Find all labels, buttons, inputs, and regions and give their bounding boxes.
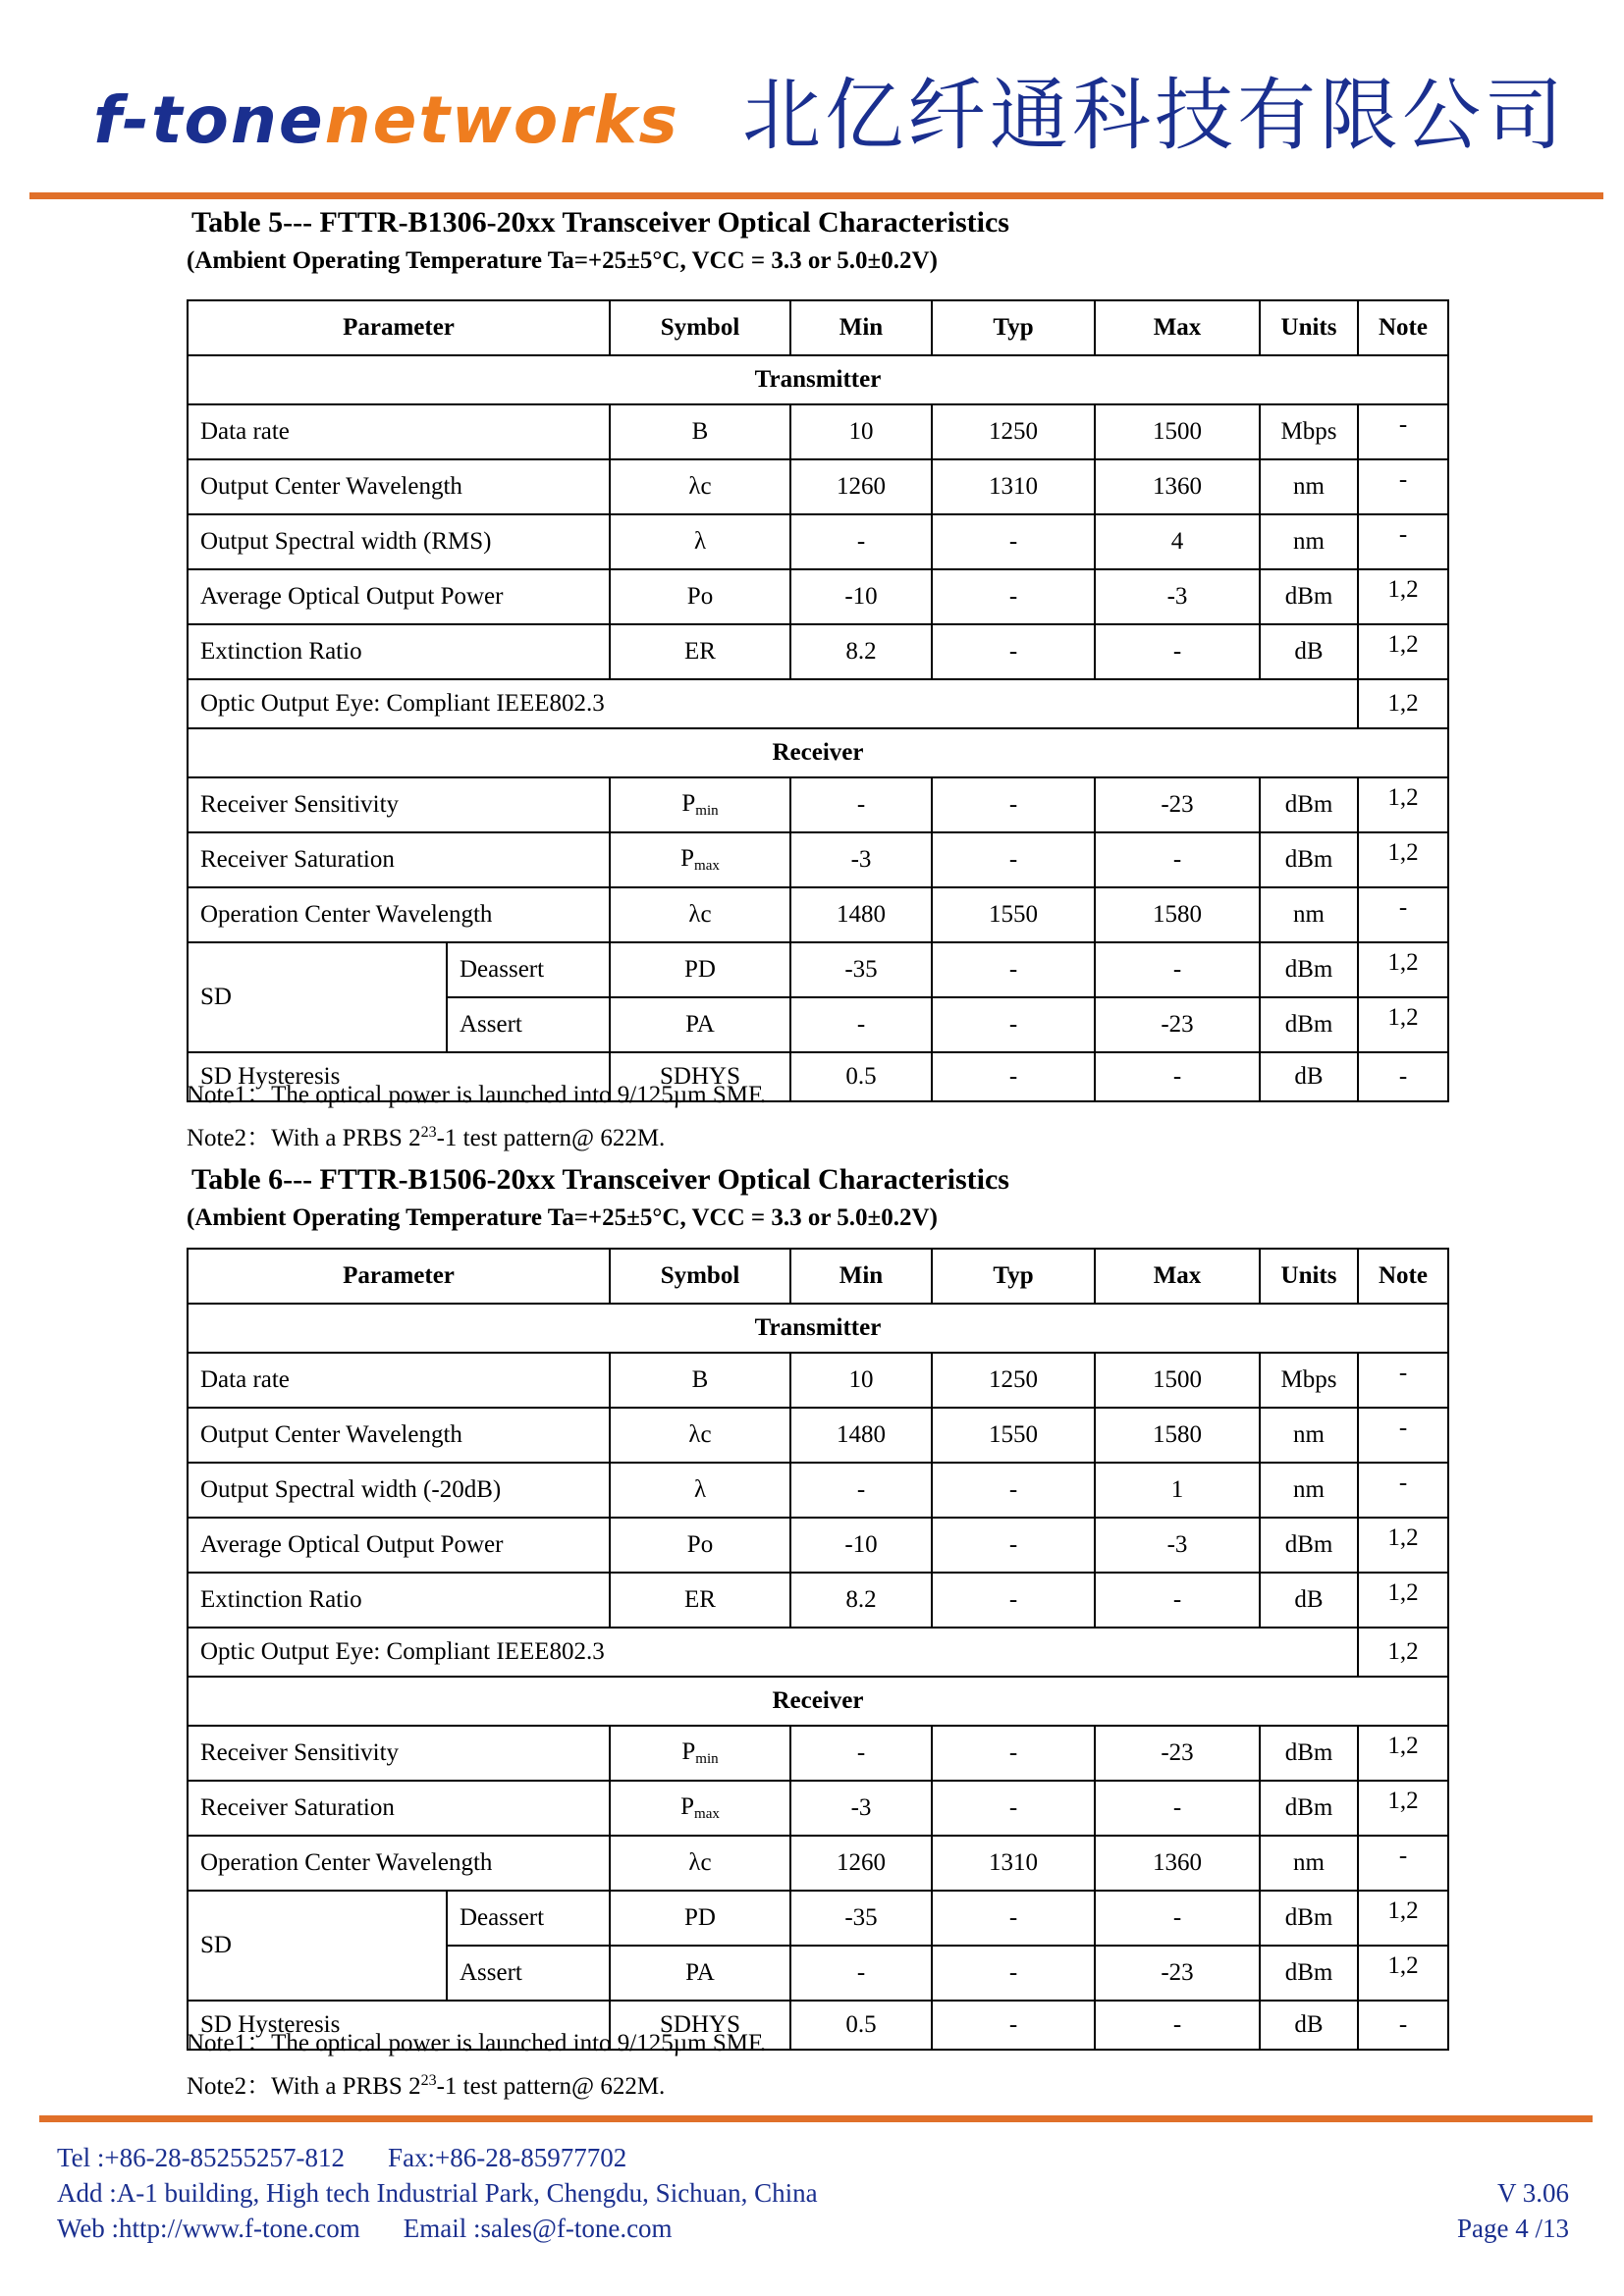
col-parameter: Parameter	[188, 1249, 610, 1304]
cell-symbol	[610, 1726, 790, 1781]
section-receiver: Receiver	[188, 1677, 1448, 1726]
col-typ: Typ	[932, 1249, 1095, 1304]
footer-contact	[57, 2140, 1569, 2175]
cell-units: dB	[1260, 1052, 1358, 1101]
note-1: Note1：The optical power is launched into 9/125µm SMF.	[187, 1082, 767, 1108]
col-max: Max	[1095, 1249, 1260, 1304]
cell-note: -	[1358, 1408, 1448, 1463]
table-6-notes	[187, 2025, 766, 2106]
cell-typ: -	[932, 2001, 1095, 2050]
cell-min: -	[790, 777, 932, 832]
cell-param: Average Optical Output Power	[188, 1518, 610, 1573]
note-2-sup: 23	[420, 2072, 437, 2089]
cell-units: dBm	[1260, 832, 1358, 887]
logo-part-2: networks	[324, 82, 679, 158]
col-parameter: Parameter	[188, 300, 610, 355]
footer-address: Add :A-1 building, High tech Industrial Park, Chengdu, Sichuan, China	[57, 2178, 818, 2208]
cell-max: 1500	[1095, 404, 1260, 459]
table-row	[188, 1891, 1448, 1946]
table-row	[188, 887, 1448, 942]
cell-param: Operation Center Wavelength	[188, 1836, 610, 1891]
table-5	[187, 299, 1449, 1102]
col-units: Units	[1260, 1249, 1358, 1304]
cell-max: 4	[1095, 514, 1260, 569]
cell-typ: -	[932, 942, 1095, 997]
cell-max: -3	[1095, 569, 1260, 624]
symbol-base: P	[681, 1738, 696, 1765]
table-row	[188, 832, 1448, 887]
cell-min: 0.5	[790, 2001, 932, 2050]
page-number: Page 4 /13	[1457, 2214, 1569, 2243]
table-row	[188, 679, 1448, 728]
footer-email-link[interactable]: Email :sales@f-tone.com	[403, 2214, 673, 2243]
note-2	[187, 1114, 766, 1157]
page-header	[29, 69, 1595, 206]
symbol-sub: min	[695, 1751, 719, 1767]
note-2-tail: -1 test pattern@ 622M.	[436, 2073, 666, 2100]
table-row	[188, 404, 1448, 459]
table-row	[188, 1628, 1448, 1677]
cell-symbol: PA	[610, 997, 790, 1052]
table-row	[188, 777, 1448, 832]
cell-min: 1260	[790, 1836, 932, 1891]
cell-note: -	[1358, 2001, 1448, 2050]
cell-param: Extinction Ratio	[188, 624, 610, 679]
col-min: Min	[790, 1249, 932, 1304]
cell-note: 1,2	[1358, 1573, 1448, 1628]
section-row	[188, 728, 1448, 777]
symbol-base: P	[680, 1793, 695, 1820]
cell-units: dBm	[1260, 997, 1358, 1052]
cell-max: -	[1095, 942, 1260, 997]
cell-symbol: ER	[610, 624, 790, 679]
cell-param: Data rate	[188, 404, 610, 459]
col-note: Note	[1358, 300, 1448, 355]
cell-min: 10	[790, 404, 932, 459]
table-5-subtitle: (Ambient Operating Temperature Ta=+25±5°C, VCC = 3.3 or 5.0±0.2V)	[187, 247, 938, 274]
cell-typ: -	[932, 1781, 1095, 1836]
table-row	[188, 1781, 1448, 1836]
cell-symbol: PD	[610, 1891, 790, 1946]
cell-note: 1,2	[1358, 1628, 1448, 1677]
cell-typ: 1250	[932, 404, 1095, 459]
table-row	[188, 569, 1448, 624]
cell-min: 10	[790, 1353, 932, 1408]
cell-note: 1,2	[1358, 832, 1448, 887]
cell-param: Receiver Saturation	[188, 1781, 610, 1836]
cell-min: -35	[790, 942, 932, 997]
cell-note: -	[1358, 514, 1448, 569]
cell-units: dBm	[1260, 1518, 1358, 1573]
cell-param: Output Center Wavelength	[188, 459, 610, 514]
section-row	[188, 355, 1448, 404]
cell-note: 1,2	[1358, 1891, 1448, 1946]
cell-typ: 1550	[932, 1408, 1095, 1463]
cell-units: dBm	[1260, 777, 1358, 832]
cell-min: -	[790, 1463, 932, 1518]
footer-web-email	[57, 2211, 1569, 2246]
cell-note: 1,2	[1358, 1781, 1448, 1836]
cell-note: -	[1358, 1353, 1448, 1408]
cell-param: Receiver Sensitivity	[188, 1726, 610, 1781]
cell-min: -	[790, 514, 932, 569]
cell-param: Operation Center Wavelength	[188, 887, 610, 942]
header-divider	[29, 192, 1603, 199]
cell-units: dBm	[1260, 569, 1358, 624]
cell-max: -23	[1095, 1946, 1260, 2001]
cell-typ: -	[932, 1573, 1095, 1628]
cell-param: Receiver Saturation	[188, 832, 610, 887]
table-row	[188, 1836, 1448, 1891]
cell-param: Deassert	[447, 942, 610, 997]
cell-note: 1,2	[1358, 997, 1448, 1052]
cell-param: Extinction Ratio	[188, 1573, 610, 1628]
cell-param: SD Hysteresis	[188, 2001, 610, 2050]
note-2-tail: -1 test pattern@ 622M.	[436, 1125, 666, 1151]
col-units: Units	[1260, 300, 1358, 355]
cell-typ: -	[932, 1891, 1095, 1946]
cell-max: 1500	[1095, 1353, 1260, 1408]
cell-symbol: B	[610, 404, 790, 459]
table-row	[188, 1408, 1448, 1463]
cell-typ: -	[932, 1463, 1095, 1518]
cell-note: -	[1358, 404, 1448, 459]
cell-symbol: PD	[610, 942, 790, 997]
section-row	[188, 1304, 1448, 1353]
cell-symbol: λ	[610, 514, 790, 569]
note-1: Note1：The optical power is launched into 9/125µm SMF.	[187, 2030, 767, 2056]
col-typ: Typ	[932, 300, 1095, 355]
cell-units: dBm	[1260, 1891, 1358, 1946]
footer-fax: Fax:+86-28-85977702	[388, 2143, 627, 2172]
company-logo	[93, 82, 679, 158]
table-row	[188, 942, 1448, 997]
table-row	[188, 1463, 1448, 1518]
cell-symbol: λc	[610, 1836, 790, 1891]
cell-min: -	[790, 997, 932, 1052]
cell-min: -35	[790, 1891, 932, 1946]
cell-min: 8.2	[790, 1573, 932, 1628]
cell-note: -	[1358, 1836, 1448, 1891]
cell-min: 1480	[790, 887, 932, 942]
cell-max: 1580	[1095, 1408, 1260, 1463]
table-row	[188, 514, 1448, 569]
cell-min: -3	[790, 832, 932, 887]
cell-note: 1,2	[1358, 569, 1448, 624]
cell-max: -3	[1095, 1518, 1260, 1573]
col-symbol: Symbol	[610, 300, 790, 355]
note-2	[187, 2062, 766, 2106]
cell-typ: -	[932, 1946, 1095, 2001]
cell-sd: SD	[188, 942, 447, 1052]
cell-units: nm	[1260, 1463, 1358, 1518]
cell-symbol: λc	[610, 887, 790, 942]
note-2-sup: 23	[420, 1124, 437, 1141]
cell-note: 1,2	[1358, 1518, 1448, 1573]
cell-max: -	[1095, 832, 1260, 887]
section-row	[188, 1677, 1448, 1726]
cell-note: 1,2	[1358, 777, 1448, 832]
cell-units: nm	[1260, 459, 1358, 514]
page-footer	[57, 2140, 1569, 2246]
cell-note: 1,2	[1358, 624, 1448, 679]
cell-max: -	[1095, 1891, 1260, 1946]
footer-meta	[1457, 2175, 1569, 2246]
cell-note: 1,2	[1358, 1726, 1448, 1781]
cell-min: -	[790, 1726, 932, 1781]
company-name: 北亿纤通科技有限公司	[742, 70, 1567, 161]
cell-min: -	[790, 1946, 932, 2001]
symbol-base: P	[680, 845, 695, 872]
cell-typ: -	[932, 1518, 1095, 1573]
cell-min: 1260	[790, 459, 932, 514]
cell-max: 1	[1095, 1463, 1260, 1518]
footer-divider	[39, 2115, 1593, 2122]
cell-symbol: Po	[610, 569, 790, 624]
cell-typ: 1250	[932, 1353, 1095, 1408]
cell-param: Receiver Sensitivity	[188, 777, 610, 832]
footer-tel: Tel :+86-28-85255257-812	[57, 2143, 346, 2172]
cell-param: SD Hysteresis	[188, 1052, 610, 1101]
cell-param: Assert	[447, 1946, 610, 2001]
cell-typ: 1550	[932, 887, 1095, 942]
cell-param: Output Center Wavelength	[188, 1408, 610, 1463]
cell-max: -23	[1095, 1726, 1260, 1781]
table-row	[188, 1518, 1448, 1573]
cell-param: Deassert	[447, 1891, 610, 1946]
col-min: Min	[790, 300, 932, 355]
table-row	[188, 459, 1448, 514]
cell-units: nm	[1260, 1836, 1358, 1891]
cell-symbol	[610, 777, 790, 832]
cell-note: 1,2	[1358, 679, 1448, 728]
symbol-sub: max	[694, 858, 720, 874]
cell-note: -	[1358, 459, 1448, 514]
table-row	[188, 624, 1448, 679]
cell-units: dBm	[1260, 1726, 1358, 1781]
cell-param: Output Spectral width (RMS)	[188, 514, 610, 569]
cell-max: -	[1095, 2001, 1260, 2050]
cell-param: Assert	[447, 997, 610, 1052]
cell-symbol: λc	[610, 459, 790, 514]
cell-symbol	[610, 832, 790, 887]
cell-typ: 1310	[932, 459, 1095, 514]
symbol-sub: max	[694, 1806, 720, 1822]
cell-units: dBm	[1260, 1946, 1358, 2001]
cell-typ: -	[932, 514, 1095, 569]
cell-units: dB	[1260, 1573, 1358, 1628]
version-label: V 3.06	[1496, 2178, 1569, 2208]
cell-units: nm	[1260, 514, 1358, 569]
cell-min: -10	[790, 1518, 932, 1573]
table-row	[188, 1573, 1448, 1628]
table-5-notes	[187, 1077, 766, 1157]
cell-param: Average Optical Output Power	[188, 569, 610, 624]
cell-min: 0.5	[790, 1052, 932, 1101]
cell-symbol: λ	[610, 1463, 790, 1518]
cell-units: dBm	[1260, 1781, 1358, 1836]
symbol-sub: min	[695, 803, 719, 819]
table-6-subtitle: (Ambient Operating Temperature Ta=+25±5°C, VCC = 3.3 or 5.0±0.2V)	[187, 1204, 938, 1231]
section-transmitter: Transmitter	[188, 1304, 1448, 1353]
logo-part-1: f-tone	[93, 82, 325, 158]
symbol-base: P	[681, 790, 696, 817]
cell-min: 8.2	[790, 624, 932, 679]
cell-max: -23	[1095, 777, 1260, 832]
table-6-title: Table 6--- FTTR-B1506-20xx Transceiver Optical Characteristics	[191, 1163, 1009, 1196]
cell-max: 1580	[1095, 887, 1260, 942]
cell-max: -	[1095, 624, 1260, 679]
cell-max: -23	[1095, 997, 1260, 1052]
section-transmitter: Transmitter	[188, 355, 1448, 404]
footer-web-link[interactable]: Web :http://www.f-tone.com	[57, 2214, 360, 2243]
cell-typ: -	[932, 997, 1095, 1052]
cell-param: Output Spectral width (-20dB)	[188, 1463, 610, 1518]
cell-note: -	[1358, 887, 1448, 942]
cell-units: nm	[1260, 887, 1358, 942]
cell-typ: -	[932, 832, 1095, 887]
cell-symbol: Po	[610, 1518, 790, 1573]
cell-min: 1480	[790, 1408, 932, 1463]
table-header-row	[188, 1249, 1448, 1304]
cell-symbol: SDHYS	[610, 1052, 790, 1101]
table-row	[188, 1353, 1448, 1408]
cell-symbol: SDHYS	[610, 2001, 790, 2050]
cell-symbol	[610, 1781, 790, 1836]
cell-typ: -	[932, 624, 1095, 679]
table-row	[188, 1726, 1448, 1781]
cell-units: dBm	[1260, 942, 1358, 997]
cell-eye: Optic Output Eye: Compliant IEEE802.3	[188, 679, 1358, 728]
table-6	[187, 1248, 1449, 2051]
cell-max: 1360	[1095, 459, 1260, 514]
cell-units: dB	[1260, 624, 1358, 679]
cell-units: Mbps	[1260, 1353, 1358, 1408]
cell-typ: -	[932, 569, 1095, 624]
cell-symbol: ER	[610, 1573, 790, 1628]
cell-max: -	[1095, 1573, 1260, 1628]
cell-symbol: B	[610, 1353, 790, 1408]
cell-symbol: PA	[610, 1946, 790, 2001]
col-note: Note	[1358, 1249, 1448, 1304]
cell-note: 1,2	[1358, 1946, 1448, 2001]
cell-typ: -	[932, 777, 1095, 832]
cell-max: -	[1095, 1781, 1260, 1836]
cell-min: -3	[790, 1781, 932, 1836]
cell-note: 1,2	[1358, 942, 1448, 997]
cell-param: Data rate	[188, 1353, 610, 1408]
cell-typ: -	[932, 1052, 1095, 1101]
cell-units: nm	[1260, 1408, 1358, 1463]
col-symbol: Symbol	[610, 1249, 790, 1304]
cell-eye: Optic Output Eye: Compliant IEEE802.3	[188, 1628, 1358, 1677]
table-header-row	[188, 300, 1448, 355]
cell-symbol: λc	[610, 1408, 790, 1463]
cell-note: -	[1358, 1052, 1448, 1101]
cell-units: dB	[1260, 2001, 1358, 2050]
cell-note: -	[1358, 1463, 1448, 1518]
cell-typ: -	[932, 1726, 1095, 1781]
cell-min: -10	[790, 569, 932, 624]
note-2-text: Note2：With a PRBS 2	[187, 1125, 421, 1151]
col-max: Max	[1095, 300, 1260, 355]
cell-max: 1360	[1095, 1836, 1260, 1891]
cell-units: Mbps	[1260, 404, 1358, 459]
section-receiver: Receiver	[188, 728, 1448, 777]
cell-typ: 1310	[932, 1836, 1095, 1891]
cell-max: -	[1095, 1052, 1260, 1101]
cell-sd: SD	[188, 1891, 447, 2001]
table-5-title: Table 5--- FTTR-B1306-20xx Transceiver Optical Characteristics	[191, 206, 1009, 239]
note-2-text: Note2：With a PRBS 2	[187, 2073, 421, 2100]
